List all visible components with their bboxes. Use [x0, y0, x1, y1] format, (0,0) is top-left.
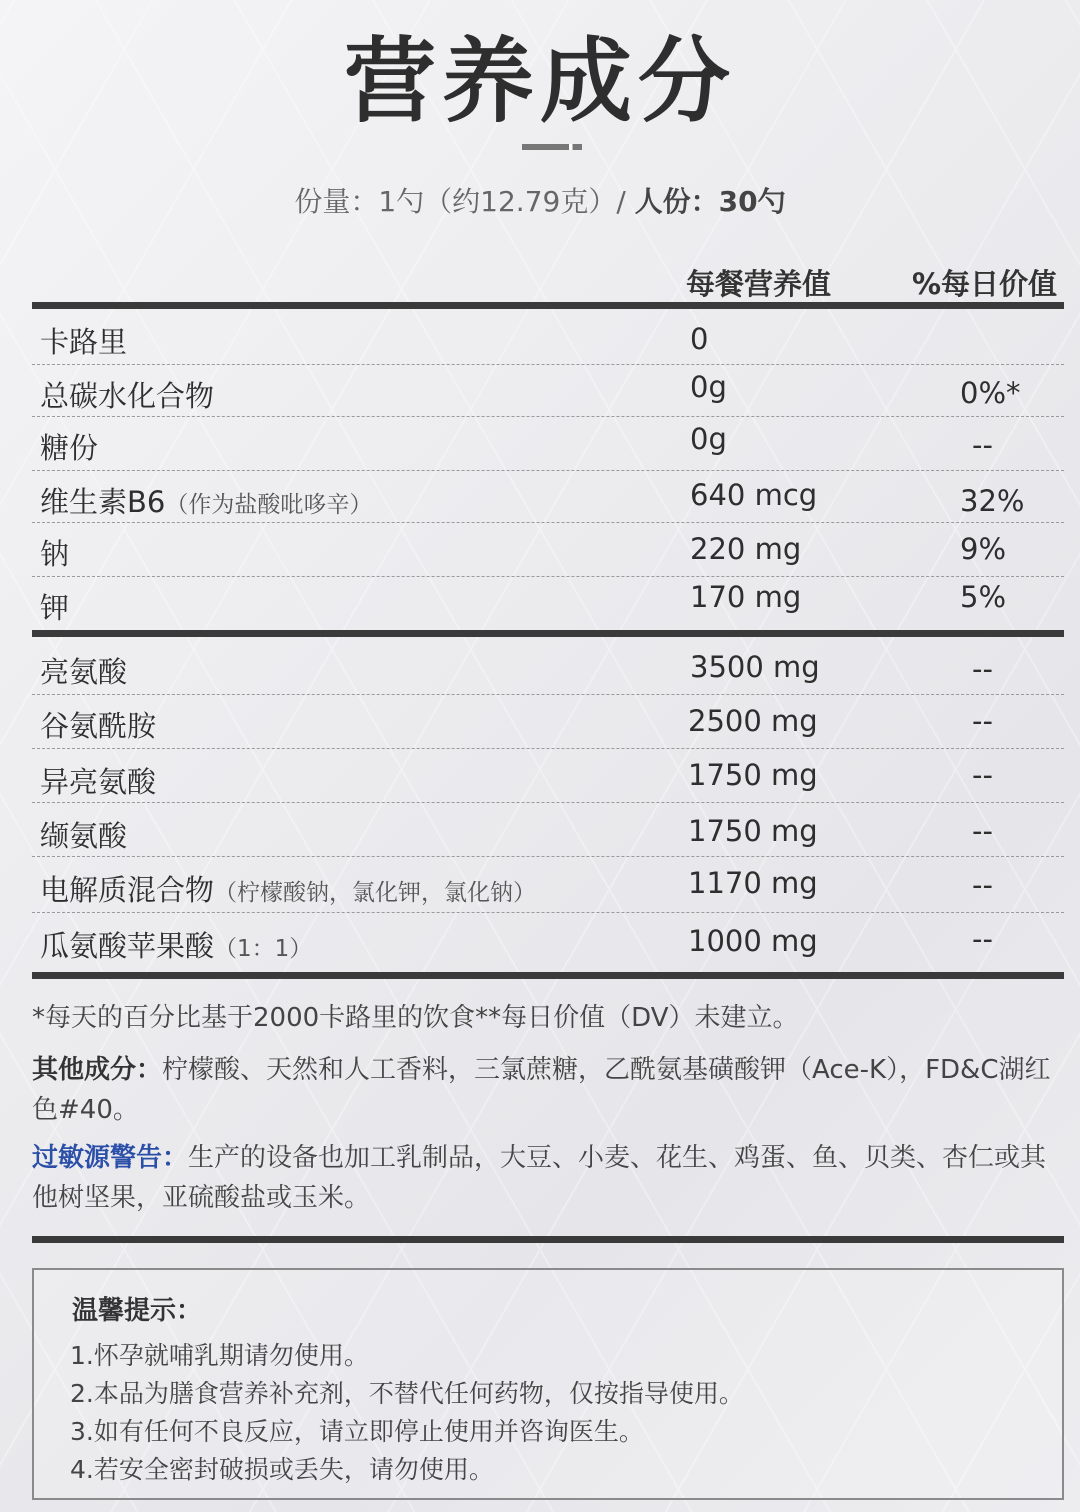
allergen-warning: [32, 1138, 1072, 1218]
tip-line: 3.如有任何不良反应，请立即停止使用并咨询医生。: [70, 1417, 644, 1446]
footnote: *每天的百分比基于2000卡路里的饮食**每日价值（DV）未建立。: [32, 1003, 799, 1033]
amino-name: 电解质混合物（柠檬酸钠，氯化钾，氯化钠）: [40, 873, 537, 907]
section-rule: [32, 1236, 1064, 1243]
amino-dv: --: [972, 922, 993, 956]
amino-value: 1750 mg: [688, 814, 818, 848]
amino-value: 2500 mg: [688, 704, 818, 738]
tips-title: 温馨提示：: [72, 1296, 203, 1326]
title-underline: [522, 144, 582, 150]
nutrient-dv: 0%*: [960, 376, 1021, 410]
row-divider: [32, 364, 1064, 365]
nutrient-value: 0g: [690, 370, 727, 404]
allergen-text: 生产的设备也加工乳制品，大豆、小麦、花生、鸡蛋、鱼、贝类、杏仁或其他树坚果，亚硫酸盐或玉米。: [32, 1143, 1047, 1213]
amino-name: 亮氨酸: [40, 655, 128, 689]
serving-size: 份量：1勺（约12.79克）/: [294, 185, 635, 218]
amino-value: 1750 mg: [688, 758, 818, 792]
row-divider: [32, 522, 1064, 523]
tip-line: 4.若安全密封破损或丢失，请勿使用。: [70, 1455, 494, 1484]
servings-count: 人份：30勺: [634, 185, 786, 218]
table-rule-bottom: [32, 972, 1064, 979]
nutrient-value: 640 mcg: [690, 478, 818, 512]
nutrient-name: 钾: [40, 591, 70, 625]
serving-info: [0, 180, 1080, 220]
row-divider: [32, 748, 1064, 749]
other-ingredients-label: 其他成分：: [32, 1055, 163, 1085]
nutrient-name: 卡路里: [40, 325, 128, 359]
tips-box: [32, 1268, 1064, 1500]
nutrient-name: 糖份: [40, 431, 99, 465]
row-divider: [32, 694, 1064, 695]
other-ingredients-text: 柠檬酸、天然和人工香料，三氯蔗糖，乙酰氨基磺酸钾（Ace-K），FD&C湖红色#40。: [32, 1055, 1051, 1125]
row-divider: [32, 576, 1064, 577]
amino-dv: --: [972, 868, 993, 902]
amino-value: 1000 mg: [688, 924, 818, 958]
amino-name: 异亮氨酸: [40, 765, 157, 799]
nutrient-name: 总碳水化合物: [40, 379, 215, 413]
amino-name: 谷氨酰胺: [40, 709, 157, 743]
nutrient-name: 钠: [40, 537, 70, 571]
nutrient-value: 170 mg: [690, 580, 802, 614]
amino-dv: --: [972, 814, 993, 848]
amino-dv: --: [972, 758, 993, 792]
allergen-label: 过敏源警告：: [32, 1143, 189, 1173]
amino-name: 缬氨酸: [40, 819, 128, 853]
amino-dv: --: [972, 704, 993, 738]
nutrient-dv: --: [972, 428, 993, 462]
table-rule-top: [32, 302, 1064, 309]
nutrient-dv: 32%: [960, 484, 1025, 518]
other-ingredients: [32, 1050, 1072, 1130]
row-divider: [32, 856, 1064, 857]
amino-dv: --: [972, 652, 993, 686]
row-divider: [32, 416, 1064, 417]
nutrient-name: 维生素B6（作为盐酸吡哆辛）: [40, 485, 373, 519]
nutrient-dv: 9%: [960, 532, 1007, 566]
nutrient-dv: 5%: [960, 580, 1007, 614]
tip-line: 2.本品为膳食营养补充剂，不替代任何药物，仅按指导使用。: [70, 1379, 744, 1408]
nutrient-value: 0g: [690, 422, 727, 456]
amino-name: 瓜氨酸苹果酸（1：1）: [40, 929, 313, 963]
row-divider: [32, 912, 1064, 913]
nutrient-value: 0: [690, 322, 709, 356]
tip-line: 1.怀孕就哺乳期请勿使用。: [70, 1341, 369, 1370]
amino-value: 1170 mg: [688, 866, 818, 900]
column-header-daily-value: %每日价值: [912, 267, 1058, 301]
table-rule-middle: [32, 630, 1064, 637]
row-divider: [32, 470, 1064, 471]
amino-value: 3500 mg: [690, 650, 820, 684]
column-header-per-serving: 每餐营养值: [686, 267, 832, 301]
page-title: 营养成分: [343, 28, 736, 135]
nutrient-value: 220 mg: [690, 532, 802, 566]
row-divider: [32, 802, 1064, 803]
